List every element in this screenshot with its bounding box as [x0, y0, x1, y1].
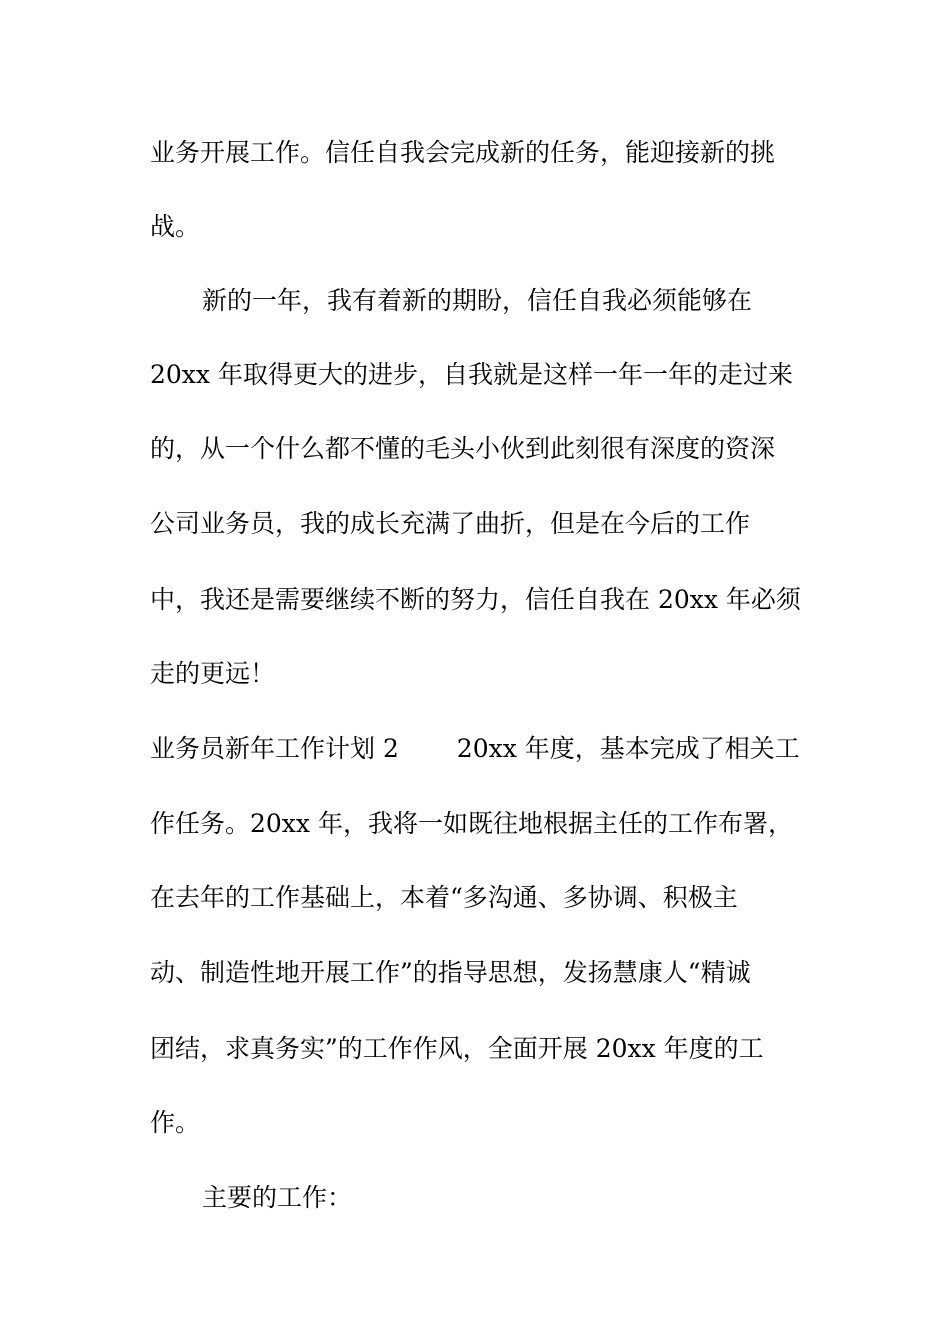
paragraph-start-line: 新的一年，我有着新的期盼，信任自我必须能够在 [202, 286, 753, 315]
text-line: 在去年的工作基础上，本着“多沟通、多协调、积极主 [150, 883, 738, 912]
text-line: 战。 [150, 212, 201, 241]
text-line: 作。 [150, 1108, 201, 1137]
text-line: 的，从一个什么都不懂的毛头小伙到此刻很有深度的资深 [150, 434, 776, 463]
text-line: 业务开展工作。信任自我会完成新的任务，能迎接新的挑 [150, 138, 776, 167]
text-line: 动、制造性地开展工作”的指导思想，发扬慧康人“精诚 [150, 958, 751, 987]
text-line: 团结，求真务实”的工作作风，全面开展 20xx 年度的工 [150, 1034, 764, 1063]
text-line: 中，我还是需要继续不断的努力，信任自我在 20xx 年必须 [150, 585, 801, 614]
text-line: 20xx 年取得更大的进步，自我就是这样一年一年的走过来 [150, 360, 793, 389]
section-heading-line: 业务员新年工作计划 2 20xx 年度，基本完成了相关工 [150, 734, 800, 763]
paragraph-start-line: 主要的工作： [202, 1183, 353, 1212]
text-line: 作任务。20xx 年，我将一如既往地根据主任的工作布署， [150, 809, 793, 838]
text-line: 走的更远！ [150, 659, 276, 688]
text-line: 公司业务员，我的成长充满了曲折，但是在今后的工作 [150, 509, 751, 538]
